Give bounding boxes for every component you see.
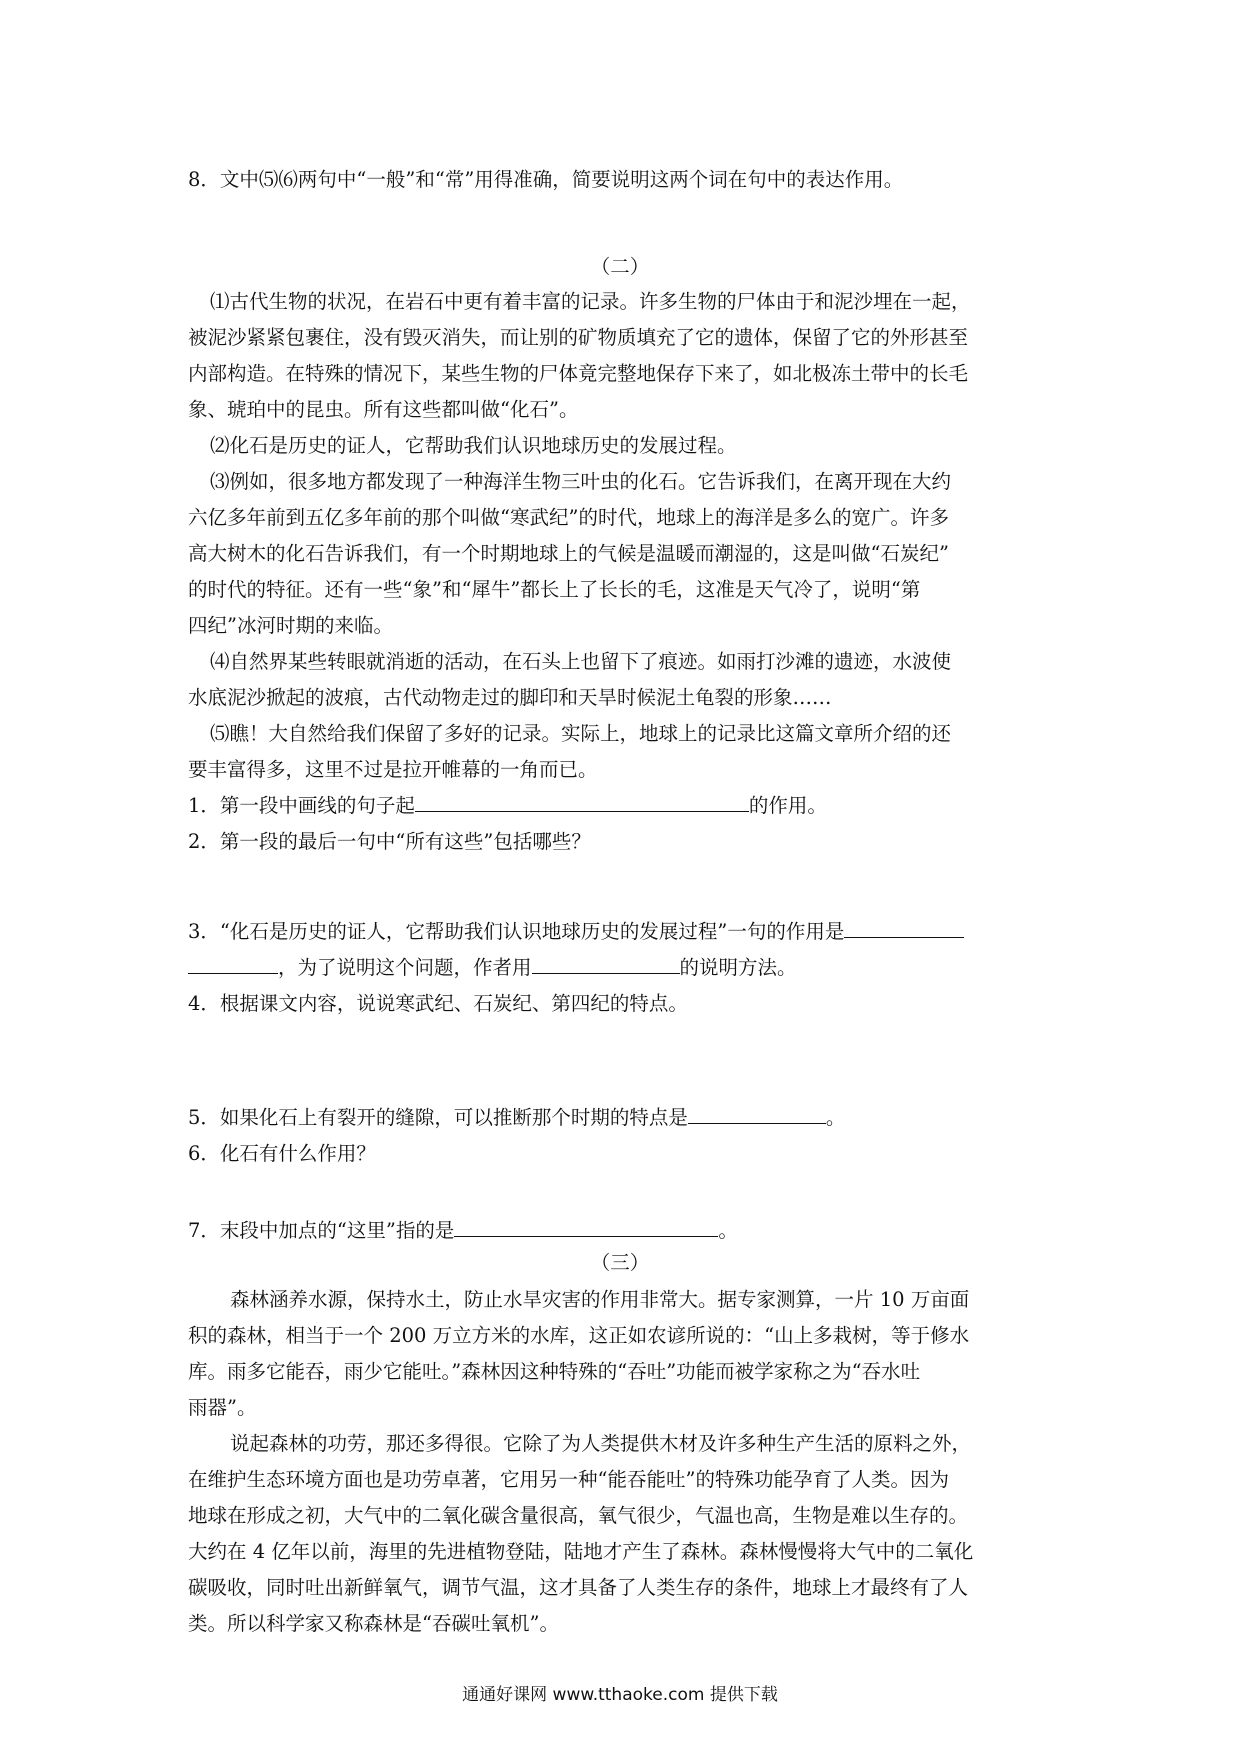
s2-p3-line-2: 六亿多年前到五亿多年前的那个叫做“寒武纪”的时代，地球上的海洋是多么的宽广。许多 [188,506,949,529]
question-7-suffix: 。 [718,1219,738,1242]
question-1 [188,788,1058,824]
s3-p2-line-6: 类。所以科学家又称森林是“吞碳吐氧机”。 [188,1612,559,1635]
question-3-text: 3．“化石是历史的证人，它帮助我们认识地球历史的发展过程”一句的作用是 [188,920,845,943]
s3-p1-line-3: 库。雨多它能吞，雨少它能吐。”森林因这种特殊的“吞吐”功能而被学家称之为“吞水吐 [188,1360,921,1383]
answer-blank-3c[interactable] [532,951,680,974]
s2-p2-line-1: ⑵化石是历史的证人，它帮助我们认识地球历史的发展过程。 [210,434,737,457]
question-1-text: 1．第一段中画线的句子起 [188,794,415,817]
s3-p2-line-3: 地球在形成之初，大气中的二氧化碳含量很高，氧气很少，气温也高，生物是难以生存的。 [188,1504,969,1527]
s2-p4-line-2: 水底泥沙掀起的波痕，古代动物走过的脚印和天旱时候泥土龟裂的形象…… [188,686,832,709]
question-3-suffix: 的说明方法。 [679,956,797,979]
answer-blank-7[interactable] [454,1214,718,1237]
answer-blank-1[interactable] [415,789,749,812]
answer-blank-3b[interactable] [188,951,278,974]
question-3-cont [188,950,1058,986]
s2-p3-line-5: 四纪”冰河时期的来临。 [188,614,393,637]
s3-p2-line-2: 在维护生态环境方面也是功劳卓著，它用另一种“能吞能吐”的特殊功能孕育了人类。因为 [188,1468,949,1491]
question-5 [188,1100,1058,1136]
answer-blank-3a[interactable] [844,915,964,938]
s2-p1-line-2: 被泥沙紧紧包裹住，没有毁灭消失，而让别的矿物质填充了它的遗体，保留了它的外形甚至 [188,326,969,349]
s3-p2-line-5: 碳吸收，同时吐出新鲜氧气，调节气温，这才具备了人类生存的条件，地球上才最终有了人 [188,1576,969,1599]
s3-p1-line-2: 积的森林，相当于一个 200 万立方米的水库，这正如农谚所说的：“山上多栽树，等于修水 [188,1324,970,1347]
s2-p5-line-2: 要丰富得多，这里不过是拉开帷幕的一角而已。 [188,758,598,781]
question-6: 6．化石有什么作用？ [188,1142,376,1165]
question-4: 4．根据课文内容，说说寒武纪、石炭纪、第四纪的特点。 [188,992,688,1015]
s2-p3-line-1: ⑶例如，很多地方都发现了一种海洋生物三叶虫的化石。它告诉我们，在离开现在大约 [210,470,952,493]
s2-p1-line-3: 内部构造。在特殊的情况下，某些生物的尸体竟完整地保存下来了，如北极冻土带中的长毛 [188,362,969,385]
question-5-text: 5．如果化石上有裂开的缝隙，可以推断那个时期的特点是 [188,1106,688,1129]
question-8-prev: 8．文中⑸⑹两句中“一般”和“常”用得准确，简要说明这两个词在句中的表达作用。 [188,168,904,191]
question-1-suffix: 的作用。 [748,794,827,817]
section-3-heading: （三） [590,1251,650,1274]
question-5-suffix: 。 [825,1106,846,1129]
s3-p2-line-4: 大约在 4 亿年以前，海里的先进植物登陆，陆地才产生了森林。森林慢慢将大气中的二氧化 [188,1540,974,1563]
s2-p3-line-3: 高大树木的化石告诉我们，有一个时期地球上的气候是温暖而潮湿的，这是叫做“石炭纪” [188,542,949,565]
s2-p1-line-4: 象、琥珀中的昆虫。所有这些都叫做“化石”。 [188,398,579,421]
question-7-text: 7．末段中加点的“这里”指的是 [188,1219,455,1242]
s2-p1-line-1: ⑴古代生物的状况，在岩石中更有着丰富的记录。许多生物的尸体由于和泥沙埋在一起， [210,290,971,313]
question-7 [188,1213,1058,1249]
question-2: 2．第一段的最后一句中“所有这些”包括哪些？ [188,830,591,853]
answer-blank-5[interactable] [688,1101,826,1124]
question-3-middle: ，为了说明这个问题，作者用 [278,956,532,979]
section-2-heading: （二） [590,255,650,278]
page-footer: 通通好课网 www.tthaoke.com 提供下载 [462,1685,778,1705]
s3-p2-line-1: 说起森林的功劳，那还多得很。它除了为人类提供木材及许多种生产生活的原料之外， [230,1432,972,1455]
s2-p4-line-1: ⑷自然界某些转眼就消逝的活动，在石头上也留下了痕迹。如雨打沙滩的遗迹，水波使 [210,650,952,673]
s2-p3-line-4: 的时代的特征。还有一些“象”和“犀牛”都长上了长长的毛，这准是天气冷了，说明“第 [188,578,921,601]
question-3 [188,914,1058,950]
s2-p5-line-1: ⑸瞧！大自然给我们保留了多好的记录。实际上，地球上的记录比这篇文章所介绍的还 [210,722,952,745]
s3-p1-line-1: 森林涵养水源，保持水土，防止水旱灾害的作用非常大。据专家测算，一片 10 万亩面 [230,1288,970,1311]
s3-p1-line-4: 雨器”。 [188,1396,257,1419]
